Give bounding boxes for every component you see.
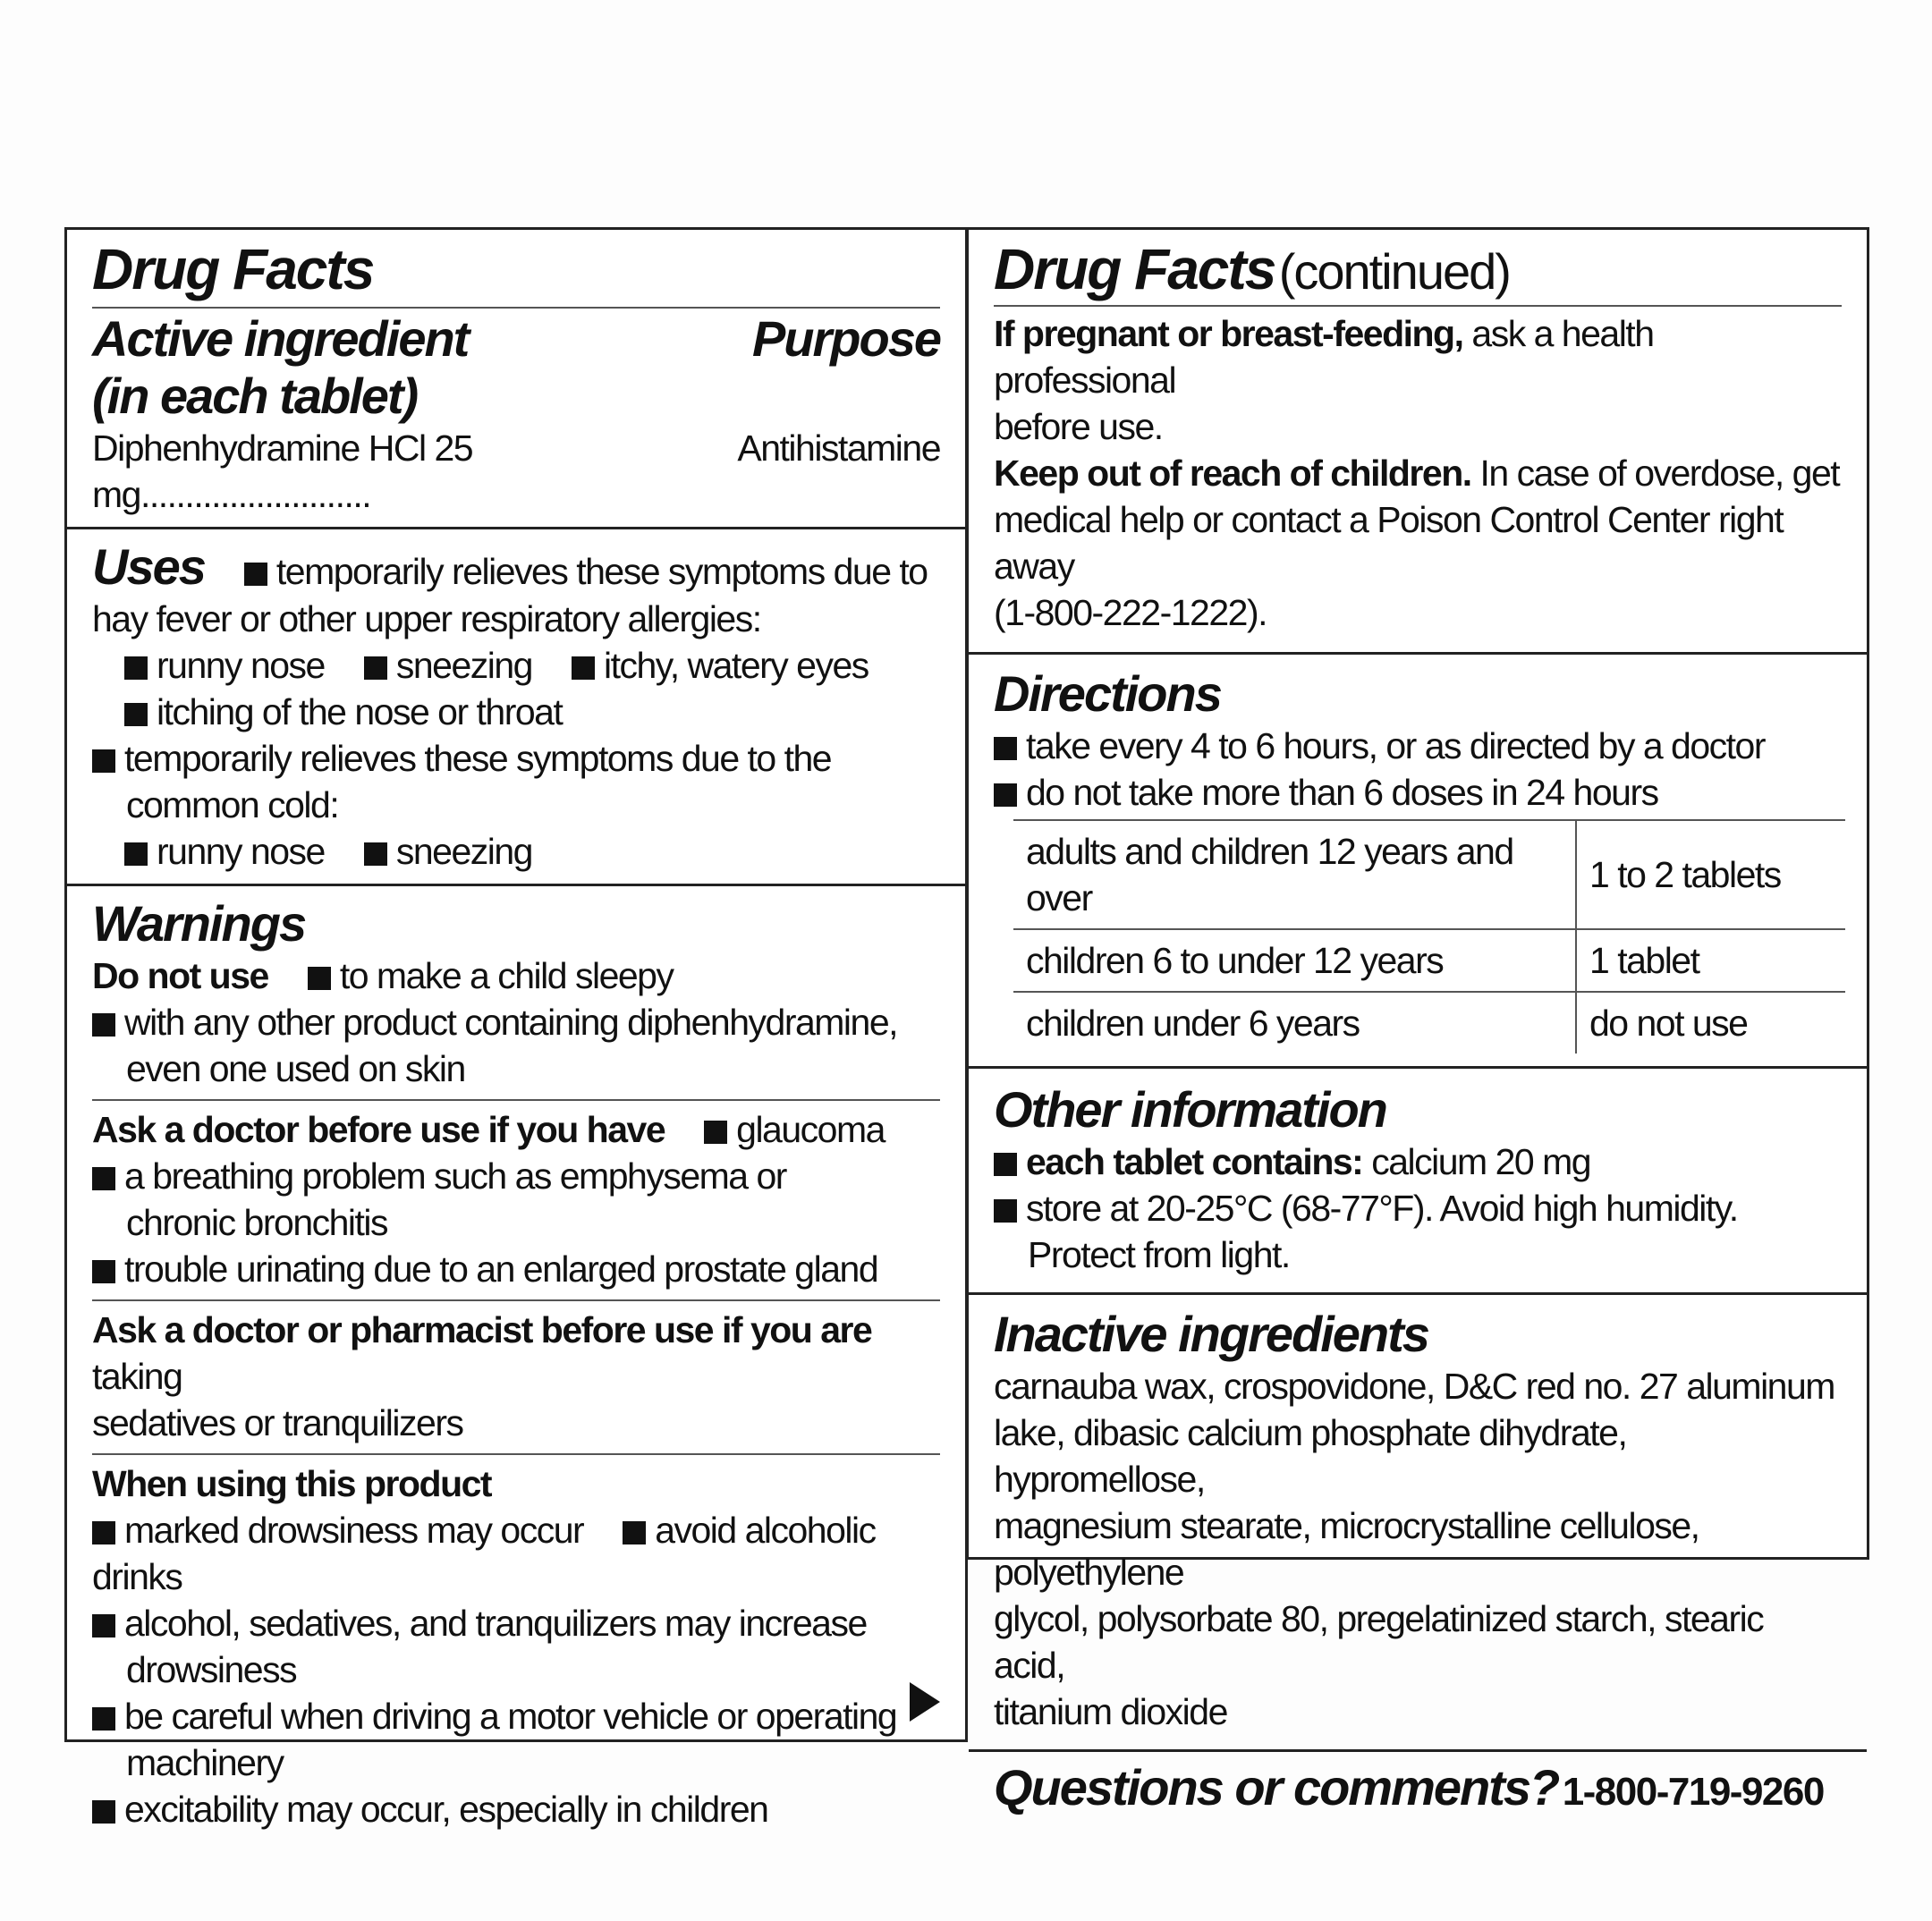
purpose-heading: Purpose	[751, 310, 940, 367]
inactive-ingredients-line: lake, dibasic calcium phosphate dihydrate, hypromellose,	[994, 1412, 1627, 1500]
ingredient-row	[92, 425, 940, 518]
continue-arrow-icon	[910, 1682, 940, 1722]
uses-line: temporarily relieves these symptoms due to	[275, 551, 928, 592]
bullet-icon	[994, 1199, 1017, 1223]
active-ingredient-heading: Active ingredient	[92, 310, 469, 367]
pregnancy-heading: If pregnant or breast-feeding,	[994, 313, 1463, 354]
age-group-cell: children under 6 years	[1013, 992, 1576, 1054]
do-not-use-heading: Do not use	[92, 955, 268, 996]
warning-item: taking	[92, 1356, 182, 1397]
uses-line: common cold:	[126, 784, 339, 825]
inactive-ingredients-line: titanium dioxide	[994, 1691, 1227, 1732]
pregnancy-text: ask a health professional	[994, 313, 1654, 401]
dose-cell: do not use	[1576, 992, 1845, 1054]
questions-section	[969, 1749, 1867, 1825]
dose-cell: 1 to 2 tablets	[1576, 820, 1845, 929]
inactive-ingredients-section	[969, 1292, 1867, 1749]
bullet-icon	[994, 737, 1017, 760]
uses-section	[67, 527, 965, 884]
uses-heading: Uses	[92, 538, 205, 595]
bullet-icon	[364, 656, 387, 680]
bullet-icon	[994, 783, 1017, 807]
warnings-heading: Warnings	[92, 895, 306, 952]
warning-item: glaucoma	[736, 1109, 885, 1150]
warning-item: to make a child sleepy	[339, 955, 674, 996]
bullet-icon	[623, 1521, 646, 1544]
symptom: sneezing	[395, 645, 532, 686]
inactive-ingredients-line: glycol, polysorbate 80, pregelatinized starch, stearic acid,	[994, 1598, 1764, 1686]
warning-item: avoid alcoholic drinks	[92, 1510, 876, 1597]
pregnancy-section	[969, 230, 1867, 652]
drug-facts-panel-left	[64, 227, 968, 1830]
direction-item: do not take more than 6 doses in 24 hours	[1026, 772, 1658, 813]
warning-item: drowsiness	[126, 1649, 297, 1690]
pregnancy-text: before use.	[994, 406, 1163, 447]
drug-facts-panel-right	[966, 227, 1869, 1815]
uses-line: hay fever or other upper respiratory allergies:	[92, 598, 761, 639]
warning-item: excitability may occur, especially in children	[124, 1789, 768, 1830]
keep-out-text: medical help or contact a Poison Control Center right away	[994, 499, 1784, 587]
age-group-cell: children 6 to under 12 years	[1013, 929, 1576, 992]
ask-doctor-heading: Ask a doctor before use if you have	[92, 1109, 665, 1150]
active-ingredient-section	[67, 230, 965, 527]
active-ingredient-subheading: (in each tablet)	[92, 368, 418, 424]
bullet-icon	[994, 1153, 1017, 1176]
bullet-icon	[92, 1800, 115, 1824]
bullet-icon	[92, 1614, 115, 1638]
warning-item: be careful when driving a motor vehicle or operating	[124, 1696, 897, 1737]
bullet-icon	[124, 703, 148, 726]
questions-phone: 1-800-719-9260	[1562, 1770, 1824, 1814]
other-information-heading: Other information	[994, 1081, 1386, 1138]
drug-facts-title: Drug Facts	[92, 235, 940, 309]
keep-out-heading: Keep out of reach of children.	[994, 453, 1471, 494]
bullet-icon	[124, 842, 148, 866]
symptom: runny nose	[157, 831, 325, 872]
ingredient-name: Diphenhydramine HCl 25 mg	[92, 427, 473, 515]
drug-facts-title-continued: Drug Facts	[994, 237, 1275, 301]
bullet-icon	[92, 1521, 115, 1544]
table-row	[1013, 992, 1845, 1054]
when-using-heading: When using this product	[92, 1463, 492, 1504]
ingredient-purpose: Antihistamine	[737, 427, 940, 469]
bullet-icon	[92, 749, 115, 773]
dosage-table	[1013, 819, 1845, 1054]
inactive-ingredients-line: carnauba wax, crospovidone, D&C red no. 27 aluminum	[994, 1366, 1835, 1407]
symptom: itchy, watery eyes	[603, 645, 869, 686]
tablet-contains-value: calcium 20 mg	[1371, 1141, 1591, 1182]
inactive-ingredients-heading: Inactive ingredients	[994, 1306, 1428, 1362]
bullet-icon	[572, 656, 595, 680]
symptom: itching of the nose or throat	[157, 691, 563, 732]
tablet-contains-label: each tablet contains:	[1026, 1141, 1363, 1182]
bullet-icon	[308, 967, 331, 990]
questions-heading: Questions or comments?	[994, 1759, 1559, 1815]
warning-item: with any other product containing diphenhydramine,	[124, 1002, 898, 1043]
warning-item: machinery	[126, 1742, 284, 1783]
bullet-icon	[244, 563, 267, 586]
bullet-icon	[704, 1121, 727, 1144]
ask-pharmacist-heading: Ask a doctor or pharmacist before use if you are	[92, 1309, 872, 1350]
other-information-section	[969, 1066, 1867, 1292]
poison-control-phone: (1-800-222-1222).	[994, 592, 1267, 633]
warning-item: marked drowsiness may occur	[124, 1510, 584, 1551]
inactive-ingredients-line: magnesium stearate, microcrystalline cellulose, polyethylene	[994, 1505, 1699, 1593]
bullet-icon	[124, 656, 148, 680]
uses-line: temporarily relieves these symptoms due to the	[124, 738, 832, 779]
warning-item: even one used on skin	[126, 1048, 465, 1089]
warnings-section	[67, 884, 965, 1832]
warning-item: chronic bronchitis	[126, 1202, 388, 1243]
age-group-cell: adults and children 12 years and over	[1013, 820, 1576, 929]
dose-cell: 1 tablet	[1576, 929, 1845, 992]
storage-text: store at 20-25°C (68-77°F). Avoid high humidity.	[1026, 1188, 1738, 1229]
table-row	[1013, 929, 1845, 992]
bullet-icon	[92, 1013, 115, 1037]
warning-item: sedatives or tranquilizers	[92, 1402, 463, 1443]
bullet-icon	[92, 1167, 115, 1190]
continued-label: (continued)	[1278, 243, 1510, 300]
leader-dots: ..........................	[140, 474, 371, 515]
table-row	[1013, 820, 1845, 929]
keep-out-text: In case of overdose, get	[1479, 453, 1840, 494]
warning-item: alcohol, sedatives, and tranquilizers may increase	[124, 1603, 867, 1644]
symptom: runny nose	[157, 645, 325, 686]
bullet-icon	[92, 1260, 115, 1283]
bullet-icon	[364, 842, 387, 866]
directions-section	[969, 652, 1867, 1054]
directions-heading: Directions	[994, 665, 1221, 722]
direction-item: take every 4 to 6 hours, or as directed by a doctor	[1026, 725, 1765, 766]
bullet-icon	[92, 1707, 115, 1731]
warning-item: a breathing problem such as emphysema or	[124, 1155, 786, 1197]
storage-text: Protect from light.	[1028, 1234, 1290, 1275]
symptom: sneezing	[395, 831, 532, 872]
warning-item: trouble urinating due to an enlarged prostate gland	[124, 1248, 878, 1290]
